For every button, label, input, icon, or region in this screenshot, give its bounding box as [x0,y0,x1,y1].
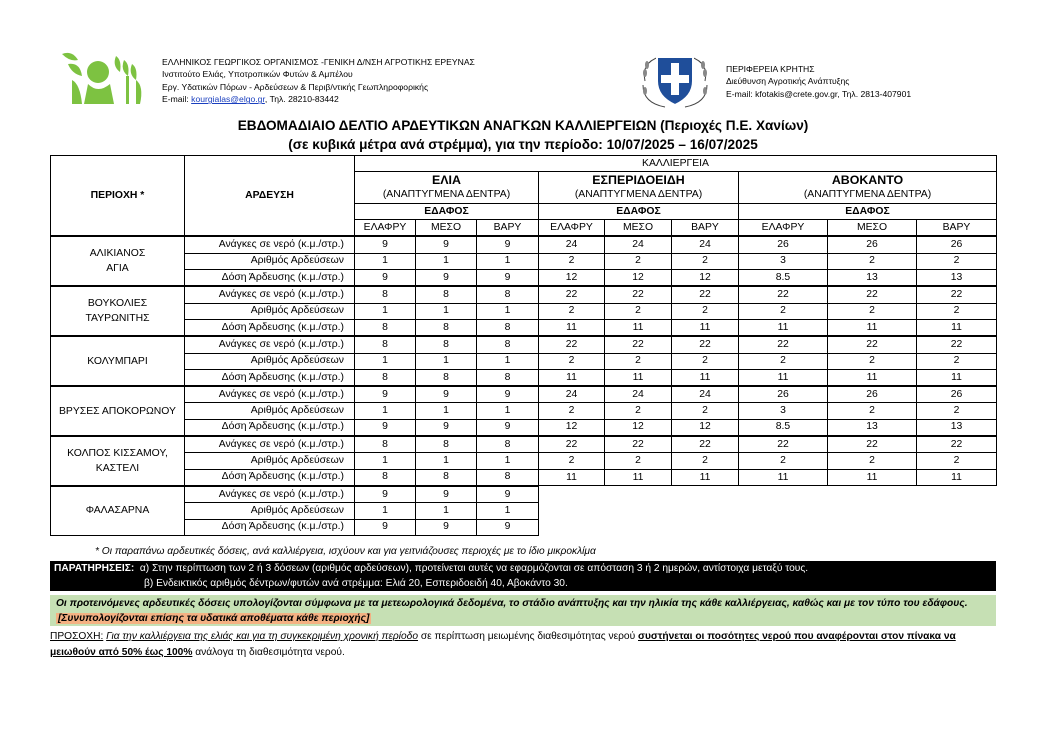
value-cell: 22 [828,336,917,353]
caution-ending: ανάλογα τη διαθεσιμότητα νερού. [192,647,345,658]
empty-cell [539,503,605,519]
soil-header: ΕΔΑΦΟΣ [355,203,539,219]
irrigation-row-label: Αριθμός Αρδεύσεων [185,403,355,419]
value-cell: 9 [355,519,416,535]
value-cell: 11 [672,469,739,486]
value-cell: 22 [672,286,739,303]
table-row [51,319,997,336]
value-cell: 11 [917,469,997,486]
empty-cell [917,486,997,503]
value-cell: 24 [605,236,672,253]
area-name [51,486,185,535]
caution-label: ΠΡΟΣΟΧΗ: [50,631,104,642]
value-cell: 8 [355,286,416,303]
empty-cell [828,486,917,503]
irrigation-row-label: Αριθμός Αρδεύσεων [185,253,355,269]
area-name-line-1: ΒΟΥΚΟΛΙΕΣ [87,298,148,310]
irrigation-table [50,155,997,536]
value-cell: 2 [672,353,739,369]
value-cell: 26 [739,236,828,253]
org-line-3: Εργ. Υδατικών Πόρων - Αρδεύσεων & Περιβ/ντικής Γεωπληροφορικής [162,81,429,92]
table-row [51,519,997,535]
remarks-line-a [50,561,996,576]
value-cell: 2 [672,253,739,269]
value-cell: 12 [539,270,605,287]
region-line-3: E-mail: kfotakis@crete.gov.gr, Τηλ. 2813-407901 [726,88,912,99]
table-row [51,486,997,503]
soil-type-header: ΒΑΡΥ [917,220,997,237]
calculation-note-text: Οι προτεινόμενες αρδευτικές δόσεις υπολογίζονται σύμφωνα με τα μετεωρολογικά δεδομένα, το στάδιο ανάπτυξης και την ηλικία της κάθε καλλιέργειας, καθώς και με τον τύπο του εδάφους. [56,598,968,609]
empty-cell [539,486,605,503]
value-cell: 2 [672,303,739,319]
value-cell: 11 [739,469,828,486]
org-contact [162,93,475,105]
value-cell: 8 [355,436,416,453]
empty-cell [739,503,828,519]
value-cell: 2 [672,453,739,469]
calculation-note [50,595,996,626]
value-cell: 22 [605,286,672,303]
value-cell: 1 [355,453,416,469]
value-cell: 12 [605,419,672,436]
area-header: ΠΕΡΙΟΧΗ * [51,156,185,237]
value-cell: 8 [477,469,539,486]
value-cell: 8 [477,336,539,353]
value-cell: 8 [477,286,539,303]
value-cell: 8 [416,319,477,336]
soil-type-header: ΕΛΑΦΡΥ [539,220,605,237]
table-row [51,469,997,486]
irrigation-row-label: Ανάγκες σε νερό (κ.μ./στρ.) [185,486,355,503]
region-line-1: ΠΕΡΙΦΕΡΕΙΑ ΚΡΗΤΗΣ [726,64,815,74]
area-name-line-2: ΤΑΥΡΩΝΙΤΗΣ [85,313,150,325]
value-cell: 1 [477,253,539,269]
value-cell: 2 [917,453,997,469]
area-name-line-2: ΑΓΙΑ [106,263,129,275]
value-cell: 2 [828,453,917,469]
value-cell: 1 [416,503,477,519]
value-cell: 8.5 [739,270,828,287]
empty-cell [672,503,739,519]
value-cell: 1 [416,353,477,369]
value-cell: 2 [828,253,917,269]
irrigation-row-label: Δόση Άρδευσης (κ.μ./στρ.) [185,319,355,336]
value-cell: 2 [539,353,605,369]
value-cell: 13 [917,270,997,287]
soil-header: ΕΔΑΦΟΣ [739,203,997,219]
value-cell: 1 [416,253,477,269]
value-cell: 3 [739,253,828,269]
table-row [51,453,997,469]
irrigation-row-label: Ανάγκες σε νερό (κ.μ./στρ.) [185,386,355,403]
value-cell: 9 [355,386,416,403]
soil-type-header: ΜΕΣΟ [416,220,477,237]
org-email-link[interactable]: kourgialas@elgo.gr [191,94,265,105]
value-cell: 22 [917,336,997,353]
value-cell: 11 [917,319,997,336]
table-row [51,436,997,453]
irrigation-row-label: Ανάγκες σε νερό (κ.μ./στρ.) [185,436,355,453]
value-cell: 22 [828,436,917,453]
value-cell: 13 [828,270,917,287]
empty-cell [605,503,672,519]
value-cell: 26 [828,386,917,403]
table-row [51,270,997,287]
value-cell: 22 [539,436,605,453]
value-cell: 24 [539,386,605,403]
footnote: * Οι παραπάνω αρδευτικές δόσεις, ανά καλλιέργεια, ισχύουν και για γειτνιάζουσες περιοχές με το ίδιο μικροκλίμα [95,546,596,557]
crop-subtitle: (ΑΝΑΠΤΥΓΜΕΝΑ ΔΕΝΤΡΑ) [539,188,739,204]
crops-header: ΚΑΛΛΙΕΡΓΕΙΑ [355,156,997,172]
value-cell: 11 [605,319,672,336]
value-cell: 9 [477,486,539,503]
value-cell: 8 [416,469,477,486]
document-title: ΕΒΔΟΜΑΔΙΑΙΟ ΔΕΛΤΙΟ ΑΡΔΕΥΤΙΚΩΝ ΑΝΑΓΚΩΝ ΚΑΛΛΙΕΡΓΕΙΩΝ (Περιοχές Π.Ε. Χανίων) [237,118,809,133]
value-cell: 22 [539,336,605,353]
caution-recommendation: συστήνεται οι ποσότητες νερού που αναφέρονται στον πίνακα να μειωθούν από 50% έως 100% [50,631,956,658]
value-cell: 1 [477,403,539,419]
empty-cell [739,486,828,503]
irrigation-row-label: Δόση Άρδευσης (κ.μ./στρ.) [185,419,355,436]
soil-header: ΕΔΑΦΟΣ [539,203,739,219]
remark-b: β) Ενδεικτικός αριθμός δέντρων/φυτών ανά στρέμμα: Ελιά 20, Εσπεριδοειδή 40, Αβοκάντο 30. [144,578,568,589]
value-cell: 2 [539,303,605,319]
value-cell: 8 [416,286,477,303]
irrigation-row-label: Αριθμός Αρδεύσεων [185,353,355,369]
value-cell: 1 [355,253,416,269]
value-cell: 22 [739,336,828,353]
irrigation-row-label: Δόση Άρδευσης (κ.μ./στρ.) [185,469,355,486]
area-name-line-2: ΚΑΣΤΕΛΙ [95,462,140,474]
value-cell: 1 [477,453,539,469]
soil-type-header: ΕΛΑΦΡΥ [739,220,828,237]
table-row [51,503,997,519]
value-cell: 2 [539,253,605,269]
value-cell: 8.5 [739,419,828,436]
value-cell: 26 [828,236,917,253]
table-row [51,236,997,253]
value-cell: 2 [739,303,828,319]
value-cell: 22 [739,436,828,453]
irrigation-row-label: Αριθμός Αρδεύσεων [185,453,355,469]
value-cell: 1 [477,353,539,369]
value-cell: 9 [477,419,539,436]
value-cell: 2 [672,403,739,419]
empty-cell [917,519,997,535]
hellenic-seal-icon [637,51,713,111]
organization-info [162,56,475,106]
value-cell: 22 [917,286,997,303]
area-name-line-1: ΦΑΛΑΣΑΡΝΑ [85,505,150,517]
org-line-1: ΕΛΛΗΝΙΚΟΣ ΓΕΩΡΓΙΚΟΣ ΟΡΓΑΝΙΣΜΟΣ -ΓΕΝΙΚΗ Δ/ΝΣΗ ΑΓΡΟΤΙΚΗΣ ΕΡΕΥΝΑΣ [162,57,475,67]
table-row [51,253,997,269]
soil-type-header: ΒΑΡΥ [672,220,739,237]
org-tel: , Τηλ. 28210-83442 [264,94,339,105]
value-cell: 1 [477,503,539,519]
reserves-highlight: [Συνυπολογίζονται επίσης τα υδατικά αποθέματα κάθε περιοχής] [58,612,370,624]
table-row [51,286,997,303]
value-cell: 9 [355,236,416,253]
empty-cell [917,503,997,519]
value-cell: 22 [672,336,739,353]
table-row [51,403,997,419]
value-cell: 2 [605,253,672,269]
value-cell: 22 [672,436,739,453]
value-cell: 2 [539,403,605,419]
value-cell: 9 [416,519,477,535]
value-cell: 8 [416,369,477,386]
value-cell: 8 [416,336,477,353]
value-cell: 9 [355,419,416,436]
value-cell: 2 [605,353,672,369]
irrigation-row-label: Αριθμός Αρδεύσεων [185,303,355,319]
caution-olive-period: Για την καλλιέργεια της ελιάς και για τη συγκεκριμένη χρονική περίοδο [106,631,419,642]
value-cell: 2 [739,353,828,369]
area-name [51,436,185,486]
value-cell: 9 [416,486,477,503]
value-cell: 9 [355,486,416,503]
value-cell: 13 [917,419,997,436]
value-cell: 3 [739,403,828,419]
value-cell: 1 [355,403,416,419]
value-cell: 1 [416,303,477,319]
empty-cell [539,519,605,535]
value-cell: 1 [416,453,477,469]
value-cell: 2 [605,303,672,319]
value-cell: 22 [739,286,828,303]
value-cell: 11 [739,369,828,386]
value-cell: 8 [477,369,539,386]
value-cell: 2 [917,303,997,319]
value-cell: 8 [355,369,416,386]
value-cell: 9 [477,519,539,535]
empty-cell [739,519,828,535]
value-cell: 1 [355,503,416,519]
document-subtitle: (σε κυβικά μέτρα ανά στρέμμα), για την περίοδο: 10/07/2025 – 16/07/2025 [288,137,758,152]
value-cell: 8 [355,336,416,353]
value-cell: 2 [539,453,605,469]
org-line-2: Ινστιτούτο Ελιάς, Υποτροπικών Φυτών & Αμπέλου [162,69,353,80]
crop-name: ΑΒΟΚΑΝΤΟ [739,172,997,188]
crop-subtitle: (ΑΝΑΠΤΥΓΜΕΝΑ ΔΕΝΤΡΑ) [355,188,539,204]
value-cell: 2 [917,253,997,269]
table-row [51,336,997,353]
value-cell: 13 [828,419,917,436]
table-row [51,369,997,386]
value-cell: 8 [477,319,539,336]
value-cell: 11 [539,469,605,486]
region-line-2: Διεύθυνση Αγροτικής Ανάπτυξης [726,76,850,87]
value-cell: 2 [739,453,828,469]
value-cell: 12 [605,270,672,287]
table-row [51,386,997,403]
irrigation-row-label: Δόση Άρδευσης (κ.μ./στρ.) [185,519,355,535]
value-cell: 26 [917,236,997,253]
value-cell: 11 [828,469,917,486]
value-cell: 2 [605,453,672,469]
area-name-line-1: ΑΛΙΚΙΑΝΟΣ [89,248,146,260]
value-cell: 9 [416,386,477,403]
empty-cell [828,519,917,535]
region-info [726,63,911,100]
value-cell: 2 [828,353,917,369]
value-cell: 2 [828,303,917,319]
empty-cell [672,486,739,503]
value-cell: 11 [828,369,917,386]
remark-a: α) Στην περίπτωση των 2 ή 3 δόσεων (αριθμός αρδεύσεων), προτείνεται αυτές να εφαρμόζονται σε απόσταση 3 ή 2 ημερών, αντίστοιχα μεταξύ τους. [139,563,809,574]
value-cell: 1 [355,353,416,369]
irrigation-row-label: Δόση Άρδευσης (κ.μ./στρ.) [185,270,355,287]
soil-type-header: ΕΛΑΦΡΥ [355,220,416,237]
irrigation-row-label: Αριθμός Αρδεύσεων [185,503,355,519]
value-cell: 11 [539,319,605,336]
soil-type-header: ΜΕΣΟ [605,220,672,237]
value-cell: 1 [477,303,539,319]
value-cell: 11 [917,369,997,386]
value-cell: 8 [355,319,416,336]
area-name [51,386,185,436]
crop-name: ΕΣΠΕΡΙΔΟΕΙΔΗ [539,172,739,188]
remarks-line-b [50,576,996,591]
value-cell: 11 [739,319,828,336]
value-cell: 9 [477,270,539,287]
elgo-logo-icon [58,50,154,106]
value-cell: 12 [672,270,739,287]
crop-name: ΕΛΙΑ [355,172,539,188]
value-cell: 2 [917,353,997,369]
value-cell: 9 [477,236,539,253]
value-cell: 11 [605,369,672,386]
irrigation-row-label: Ανάγκες σε νερό (κ.μ./στρ.) [185,286,355,303]
value-cell: 24 [672,236,739,253]
value-cell: 22 [605,436,672,453]
value-cell: 8 [477,436,539,453]
value-cell: 12 [672,419,739,436]
empty-cell [672,519,739,535]
remarks-label: ΠΑΡΑΤΗΡΗΣΕΙΣ: [54,563,135,574]
value-cell: 9 [477,386,539,403]
value-cell: 9 [416,419,477,436]
area-name-line-1: ΚΟΛΥΜΠΑΡΙ [87,355,148,367]
value-cell: 2 [828,403,917,419]
value-cell: 2 [605,403,672,419]
caution-condition: σε περίπτωση μειωμένης διαθεσιμότητας νερού [418,631,638,642]
table-row [51,419,997,436]
value-cell: 2 [917,403,997,419]
value-cell: 11 [828,319,917,336]
value-cell: 9 [355,270,416,287]
value-cell: 11 [539,369,605,386]
table-row [51,303,997,319]
value-cell: 22 [539,286,605,303]
value-cell: 8 [355,469,416,486]
table-row [51,353,997,369]
area-name [51,336,185,386]
value-cell: 22 [605,336,672,353]
caution-note [50,629,996,661]
empty-cell [605,486,672,503]
value-cell: 26 [917,386,997,403]
value-cell: 1 [416,403,477,419]
value-cell: 24 [672,386,739,403]
irrigation-row-label: Δόση Άρδευσης (κ.μ./στρ.) [185,369,355,386]
irrigation-row-label: Ανάγκες σε νερό (κ.μ./στρ.) [185,336,355,353]
area-name-line-1: ΒΡΥΣΕΣ ΑΠΟΚΟΡΩΝΟΥ [59,405,176,417]
value-cell: 9 [416,270,477,287]
value-cell: 26 [739,386,828,403]
value-cell: 24 [605,386,672,403]
empty-cell [605,519,672,535]
crop-subtitle: (ΑΝΑΠΤΥΓΜΕΝΑ ΔΕΝΤΡΑ) [739,188,997,204]
value-cell: 11 [672,369,739,386]
irrigation-header: ΑΡΔΕΥΣΗ [185,156,355,237]
empty-cell [828,503,917,519]
value-cell: 22 [828,286,917,303]
value-cell: 12 [539,419,605,436]
soil-type-header: ΜΕΣΟ [828,220,917,237]
email-prefix: E-mail: [162,94,192,105]
irrigation-row-label: Ανάγκες σε νερό (κ.μ./στρ.) [185,236,355,253]
soil-type-header: ΒΑΡΥ [477,220,539,237]
value-cell: 1 [355,303,416,319]
value-cell: 24 [539,236,605,253]
value-cell: 9 [416,236,477,253]
value-cell: 22 [917,436,997,453]
area-name [51,236,185,286]
value-cell: 11 [605,469,672,486]
area-name [51,286,185,336]
area-name-line-1: ΚΟΛΠΟΣ ΚΙΣΣΑΜΟΥ, [67,447,168,459]
value-cell: 11 [672,319,739,336]
value-cell: 8 [416,436,477,453]
